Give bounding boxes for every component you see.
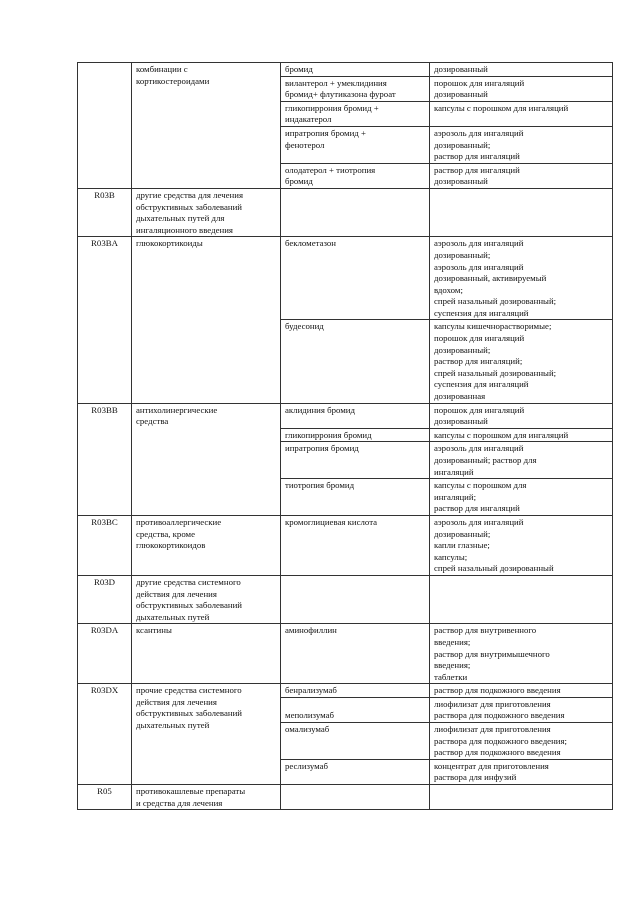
dosage-form-cell: капсулы с порошком для ингаляций; раствор для ингаляций bbox=[430, 479, 613, 516]
dosage-form-cell bbox=[430, 785, 613, 810]
group-name-cell: комбинации с кортикостероидами bbox=[132, 63, 281, 189]
dosage-form-cell: раствор для внутривенного введения; раствор для внутримышечного введения; таблетки bbox=[430, 624, 613, 684]
table-row bbox=[78, 785, 613, 810]
inn-cell: беклометазон bbox=[281, 237, 430, 320]
dosage-form-cell: раствор для ингаляций дозированный bbox=[430, 163, 613, 188]
inn-cell: олодатерол + тиотропия бромид bbox=[281, 163, 430, 188]
group-name-cell: антихолинергические средства bbox=[132, 403, 281, 515]
dosage-form-cell: аэрозоль для ингаляций дозированный; капли глазные; капсулы; спрей назальный дозированный bbox=[430, 515, 613, 575]
inn-cell: тиотропия бромид bbox=[281, 479, 430, 516]
table-row bbox=[78, 403, 613, 428]
table-row bbox=[78, 684, 613, 698]
inn-cell bbox=[281, 785, 430, 810]
inn-cell: меполизумаб bbox=[281, 697, 430, 722]
inn-cell: кромоглициевая кислота bbox=[281, 515, 430, 575]
atc-code-cell: R03BA bbox=[78, 237, 132, 320]
table-row bbox=[78, 575, 613, 623]
inn-cell: ипратропия бромид + фенотерол bbox=[281, 126, 430, 163]
table-row bbox=[78, 515, 613, 575]
atc-code-cell: R03D bbox=[78, 575, 132, 623]
inn-cell: омализумаб bbox=[281, 723, 430, 760]
atc-code-cell: R03BC bbox=[78, 515, 132, 575]
inn-cell: вилантерол + умеклидиния бромид+ флутиказона фуроат bbox=[281, 76, 430, 101]
inn-cell: бромид bbox=[281, 63, 430, 77]
group-name-cell: другие средства системного действия для лечения обструктивных заболеваний дыхательных путей bbox=[132, 575, 281, 623]
dosage-form-cell: аэрозоль для ингаляций дозированный; аэрозоль для ингаляций дозированный, активируемый вдохом; спрей назальный дозированный; суспензия для ингаляций bbox=[430, 237, 613, 320]
table-row bbox=[78, 624, 613, 684]
inn-cell: гликопиррония бромид bbox=[281, 428, 430, 442]
group-name-cell: противоаллергические средства, кроме глюкокортикоидов bbox=[132, 515, 281, 575]
group-name-cell bbox=[132, 320, 281, 403]
table-row bbox=[78, 188, 613, 236]
atc-code-cell: R03BB bbox=[78, 403, 132, 515]
atc-code-cell bbox=[78, 63, 132, 189]
dosage-form-cell: капсулы с порошком для ингаляций bbox=[430, 428, 613, 442]
atc-code-cell: R05 bbox=[78, 785, 132, 810]
drug-classification-table bbox=[77, 62, 613, 810]
dosage-form-cell: лиофилизат для приготовления раствора для подкожного введения; раствор для подкожного введения bbox=[430, 723, 613, 760]
group-name-cell: глюкокортикоиды bbox=[132, 237, 281, 320]
dosage-form-cell: лиофилизат для приготовления раствора для подкожного введения bbox=[430, 697, 613, 722]
atc-code-cell: R03DA bbox=[78, 624, 132, 684]
table-row bbox=[78, 63, 613, 77]
dosage-form-cell: дозированный bbox=[430, 63, 613, 77]
inn-cell: аклидиния бромид bbox=[281, 403, 430, 428]
dosage-form-cell: концентрат для приготовления раствора для инфузий bbox=[430, 759, 613, 784]
inn-cell bbox=[281, 188, 430, 236]
group-name-cell: противокашлевые препараты и средства для лечения bbox=[132, 785, 281, 810]
inn-cell bbox=[281, 575, 430, 623]
atc-code-cell: R03DX bbox=[78, 684, 132, 785]
inn-cell: реслизумаб bbox=[281, 759, 430, 784]
dosage-form-cell: капсулы кишечнорастворимые; порошок для ингаляций дозированный; раствор для ингаляций; спрей назальный дозированный; суспензия для ингаляций дозированная bbox=[430, 320, 613, 403]
group-name-cell: прочие средства системного действия для лечения обструктивных заболеваний дыхательных путей bbox=[132, 684, 281, 785]
dosage-form-cell bbox=[430, 575, 613, 623]
table-row bbox=[78, 237, 613, 320]
inn-cell: аминофиллин bbox=[281, 624, 430, 684]
dosage-form-cell: порошок для ингаляций дозированный bbox=[430, 76, 613, 101]
dosage-form-cell: капсулы с порошком для ингаляций bbox=[430, 101, 613, 126]
dosage-form-cell: порошок для ингаляций дозированный bbox=[430, 403, 613, 428]
group-name-cell: другие средства для лечения обструктивных заболеваний дыхательных путей для ингаляционного введения bbox=[132, 188, 281, 236]
atc-code-cell: R03B bbox=[78, 188, 132, 236]
dosage-form-cell: раствор для подкожного введения bbox=[430, 684, 613, 698]
inn-cell: будесонид bbox=[281, 320, 430, 403]
atc-code-cell bbox=[78, 320, 132, 403]
dosage-form-cell: аэрозоль для ингаляций дозированный; раствор для ингаляций bbox=[430, 442, 613, 479]
inn-cell: бенрализумаб bbox=[281, 684, 430, 698]
dosage-form-cell: аэрозоль для ингаляций дозированный; раствор для ингаляций bbox=[430, 126, 613, 163]
inn-cell: ипратропия бромид bbox=[281, 442, 430, 479]
inn-cell: гликопиррония бромид + индакатерол bbox=[281, 101, 430, 126]
table-row bbox=[78, 320, 613, 403]
dosage-form-cell bbox=[430, 188, 613, 236]
group-name-cell: ксантины bbox=[132, 624, 281, 684]
